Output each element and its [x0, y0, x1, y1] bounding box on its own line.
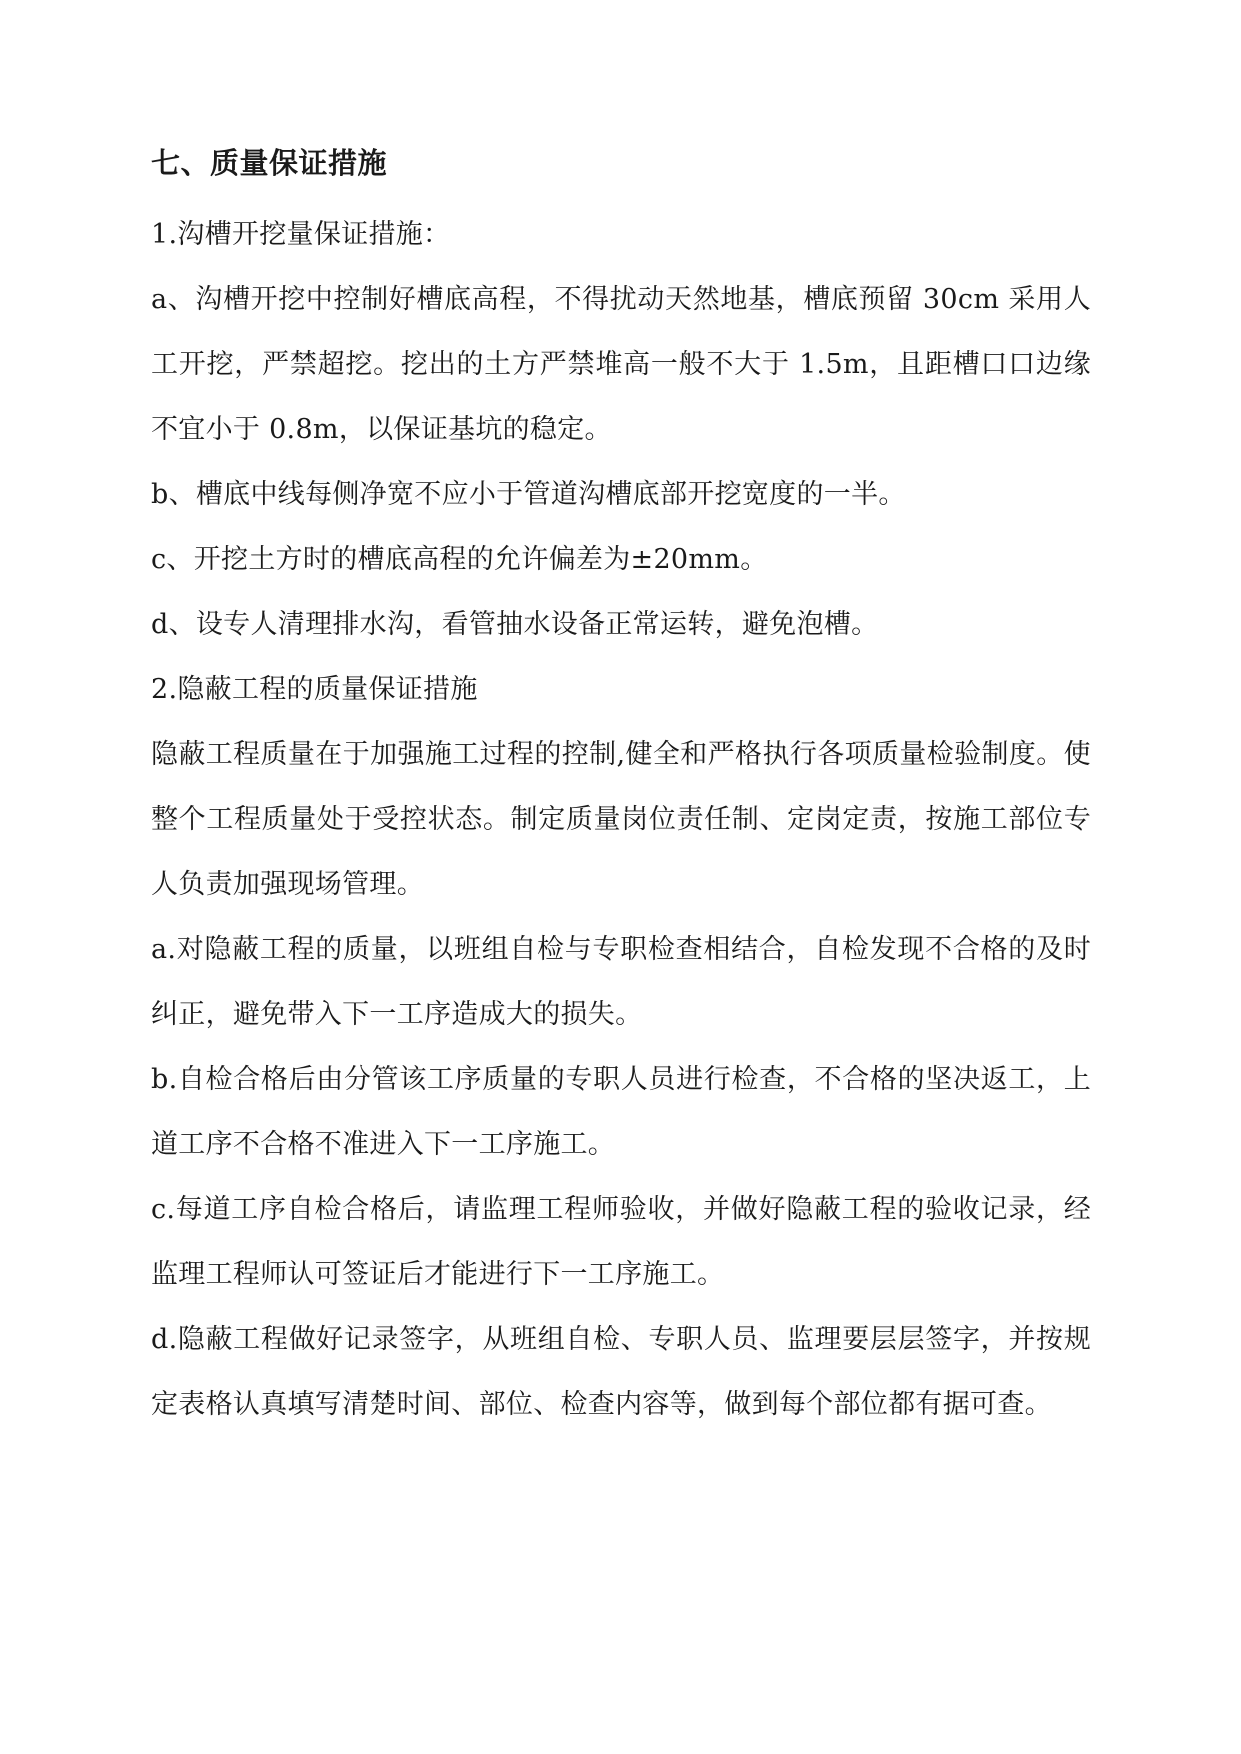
paragraph-ditch-b: b、槽底中线每侧净宽不应小于管道沟槽底部开挖宽度的一半。	[151, 479, 906, 510]
paragraph-hidden-d: d.隐蔽工程做好记录签字，从班组自检、专职人员、监理要层层签字，并按规定表格认真填写清楚时间、部位、检查内容等，做到每个部位都有据可查。	[151, 1324, 1091, 1420]
paragraph-ditch-c: c、开挖土方时的槽底高程的允许偏差为±20mm。	[151, 544, 768, 575]
paragraph-hidden-heading: 2.隐蔽工程的质量保证措施	[151, 674, 478, 705]
section-title: 七、质量保证措施	[151, 146, 388, 180]
paragraph-ditch-a: a、沟槽开挖中控制好槽底高程，不得扰动天然地基，槽底预留 30cm 采用人工开挖，严禁超挖。挖出的土方严禁堆高一般不大于 1.5m，且距槽口口边缘不宜小于 0.8m，以保证基坑的稳定。	[151, 284, 1091, 445]
paragraph-hidden-b: b.自检合格后由分管该工序质量的专职人员进行检查，不合格的坚决返工，上道工序不合格不准进入下一工序施工。	[151, 1064, 1091, 1160]
paragraph-hidden-intro: 隐蔽工程质量在于加强施工过程的控制,健全和严格执行各项质量检验制度。使整个工程质量处于受控状态。制定质量岗位责任制、定岗定责，按施工部位专人负责加强现场管理。	[151, 739, 1091, 900]
paragraph-hidden-c: c.每道工序自检合格后，请监理工程师验收，并做好隐蔽工程的验收记录，经监理工程师认可签证后才能进行下一工序施工。	[151, 1194, 1091, 1290]
paragraph-ditch-d: d、设专人清理排水沟，看管抽水设备正常运转，避免泡槽。	[151, 609, 879, 640]
paragraph-ditch-heading: 1.沟槽开挖量保证措施：	[151, 219, 451, 250]
document-page	[151, 138, 1091, 1437]
paragraph-hidden-a: a.对隐蔽工程的质量，以班组自检与专职检查相结合，自检发现不合格的及时纠正，避免带入下一工序造成大的损失。	[151, 934, 1091, 1030]
